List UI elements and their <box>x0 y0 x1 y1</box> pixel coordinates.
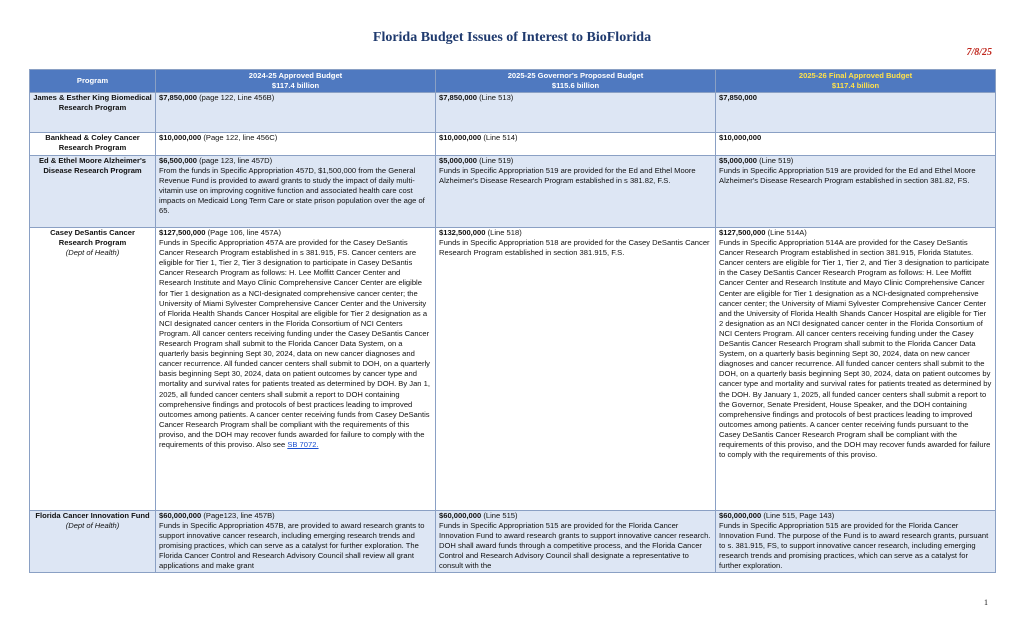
program-name: James & Esther King Biomedical Research Program <box>30 93 156 133</box>
budget-cell-final: $10,000,000 <box>716 133 996 156</box>
table-row <box>30 228 996 511</box>
table-row <box>30 93 996 133</box>
sb-7072-link[interactable]: SB 7072. <box>287 439 319 449</box>
budget-cell-final: $5,000,000 (Line 519) Funds in Specific Appropriation 519 are provided for the Ed and Ethel Moore Alzheimer's Disease Research Program established in section 381.82, FS. <box>716 156 996 228</box>
program-name: Bankhead & Coley Cancer Research Program <box>30 133 156 156</box>
document-date: 7/8/25 <box>966 47 992 58</box>
table-row <box>30 511 996 573</box>
budget-cell-2024-25: $60,000,000 (Page123, line 457B) Funds in Specific Appropriation 457B, are provided to award research grants to support innovative cancer research, including emerging research trends and promising practices, which can serve as a catalyst for further exploration. The Florida Cancer Control and Research Advisory Council shall review all grant applications and make grant <box>156 511 436 573</box>
budget-cell-governor: $5,000,000 (Line 519) Funds in Specific Appropriation 519 are provided for the Ed and Ethel Moore Alzheimer's Disease Research Program established in s 381.82, F.S. <box>436 156 716 228</box>
header-program: Program <box>30 70 156 93</box>
page-number: 1 <box>984 598 988 607</box>
header-2025-26-final: 2025-26 Final Approved Budget $117.4 billion <box>716 70 996 93</box>
budget-cell-governor: $7,850,000 (Line 513) <box>436 93 716 133</box>
budget-cell-final: $127,500,000 (Line 514A) Funds in Specific Appropriation 514A are provided for the Casey DeSantis Cancer Research Program established in section 381.915, Florida Statutes. Cancer centers are eligible for Tier 1, Tier 2, and Tier 3 designation to participate in the Casey DeSantis Cancer Research Program as follows: H. Lee Moffitt Cancer Center and Research Institute and Mayo Clinic Comprehensive Cancer Center are eligible for Tier 1 designation as a NCI-designated comprehensive cancer center; the University of Miami Sylvester Comprehensive Cancer Center and the University of Florida Health Shands Cancer Hospital are eligible for Tier 2 designation as an NCI designated cancer center in the Florida Consortium of NCI Centers Program. All cancer centers receiving funding under the Casey DeSantis Cancer Research Program shall submit to the Florida Cancer Data System, on a quarterly basis beginning Sept 30, 2024, data on new cancer diagnoses and cancer recurrence. All funded cancer centers shall submit to the DOH, on a quarterly basis beginning Sept 30, 2024, data on patient outcomes by cancer type and mortality and survival rates for patients treated as determined by the DOH. By January 1, 2025, all funded cancer centers shall submit a report to the Governor, Senate President, House Speaker, and the DOH containing comprehensive findings and protocols of best practices leading to improved outcomes among patients. A cancer center receiving funds pursuant to the Casey DeSantis Cancer Research Program shall be compliant with the requirements of this proviso, and the DOH may recover funds awarded for failure to comply with the requirements of this proviso. <box>716 228 996 511</box>
table-row <box>30 156 996 228</box>
program-name: Florida Cancer Innovation Fund (Dept of Health) <box>30 511 156 573</box>
table-row <box>30 133 996 156</box>
budget-cell-governor: $10,000,000 (Line 514) <box>436 133 716 156</box>
document-title: Florida Budget Issues of Interest to BioFlorida <box>372 30 652 45</box>
budget-cell-2024-25: $127,500,000 (Page 106, line 457A) Funds in Specific Appropriation 457A are provided for the Casey DeSantis Cancer Research Program established in s 381.915, FS. Cancer centers are eligible for Tier 1, Tier 2, Tier 3 designation to participate in Casey DeSantis Cancer Research Program as follows: H. Lee Moffitt Cancer Center and Research Institute and Mayo Clinic Comprehensive Cancer Center are eligible for Tier 1 designation as a NCI-designated comprehensive cancer center; the University of Miami Sylvester Comprehensive Cancer Center and the University of Florida Health Shands Cancer Hospital are eligible for Tier 2 designation as a NCI designated cancer centers in the Florida Consortium of NCI Centers Program. All cancer centers receiving funding under the Casey DeSantis Cancer Research Program shall submit to the Florida Cancer Data System, on a quarterly basis beginning Sept 30, 2024, data on new cancer diagnoses and cancer recurrence. All funded cancer centers shall submit to DOH, on a quarterly basis beginning Sept 30, 2024, data on patient outcomes by cancer type and mortality and survival rates for patients treated as determined by DOH. By Jan 1, 2025, all funded cancer centers shall submit a report to DOH containing comprehensive findings and protocols of best practices leading to improved outcomes among patients. A cancer center receiving funds from Casey DeSantis Cancer Research Program shall be compliant with the requirements of this proviso, and the DOH may recover funds awarded for failure to comply with the requirements of this proviso. Also see SB 7072. <box>156 228 436 511</box>
table-header-row <box>30 70 996 93</box>
budget-cell-governor: $132,500,000 (Line 518) Funds in Specific Appropriation 518 are provided for the Casey DeSantis Cancer Research Program established in section 381.915, F.S. <box>436 228 716 511</box>
budget-cell-2024-25: $10,000,000 (Page 122, line 456C) <box>156 133 436 156</box>
budget-cell-2024-25: $6,500,000 (page 123, line 457D) From the funds in Specific Appropriation 457D, $1,500,000 from the General Revenue Fund is provided to award grants to study the impact of daily multi-vitamin use on improving cognitive function and associated health care cost impacts on Medicaid Long Term Care or state prison population over the age of 65. <box>156 156 436 228</box>
program-name: Casey DeSantis Cancer Research Program (Dept of Health) <box>30 228 156 511</box>
budget-cell-governor: $60,000,000 (Line 515) Funds in Specific Appropriation 515 are provided for the Florida Cancer Innovation Fund to award research grants to support innovative cancer research. DOH shall award funds through a competitive process, and the Florida Cancer Control and Research Advisory Council shall designate a representative to consult with the <box>436 511 716 573</box>
budget-cell-2024-25: $7,850,000 (page 122, Line 456B) <box>156 93 436 133</box>
header-2024-25: 2024-25 Approved Budget $117.4 billion <box>156 70 436 93</box>
header-governor-proposed: 2025-25 Governor's Proposed Budget $115.6 billion <box>436 70 716 93</box>
program-name: Ed & Ethel Moore Alzheimer's Disease Research Program <box>30 156 156 228</box>
budget-cell-final: $60,000,000 (Line 515, Page 143) Funds in Specific Appropriation 515 are provided for the Florida Cancer Innovation Fund. The purpose of the Fund is to award research grants, pursuant to s. 381.915, FS, to support innovative cancer research, including emerging research trends and promising practices, which can serve as a catalyst for further exploration. <box>716 511 996 573</box>
budget-table <box>29 69 996 573</box>
budget-cell-final: $7,850,000 <box>716 93 996 133</box>
